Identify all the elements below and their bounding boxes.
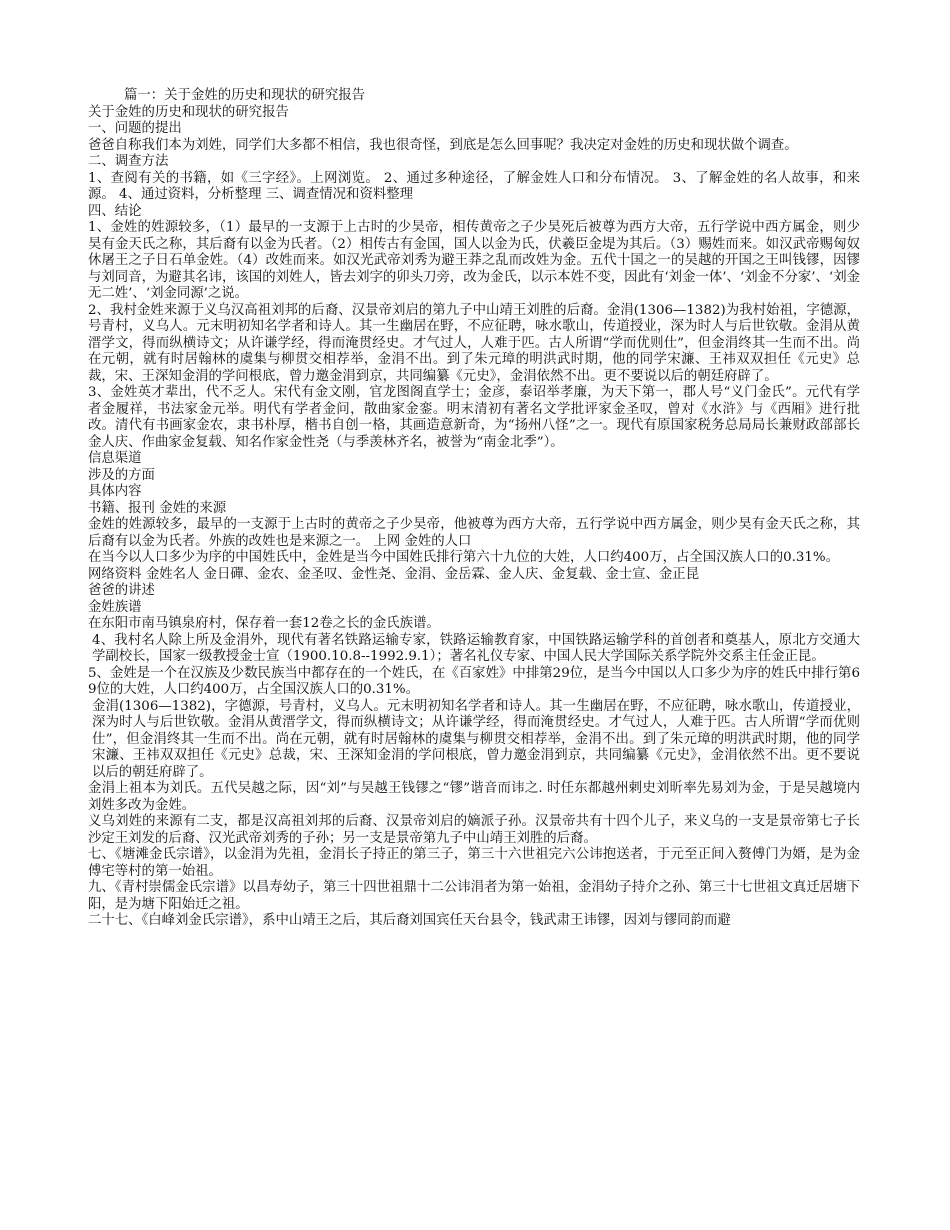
document-heading: 篇一：关于金姓的历史和现状的研究报告 [124,88,366,103]
paragraph: 3、金姓英才辈出，代不乏人。宋代有金文刚，官龙图阁直学士；金彦，泰诏举孝廉，为天下第一，郡人号“义门金氏”。元代有学者金履祥，书法家金元举。明代有学者金问，散曲家金銮。明末清初有著名文学批评家金圣叹，曾对《水浒》与《西厢》进行批改。清代有书画家金农，隶书朴厚，楷书自创一格，其画造意新奇，为“扬州八怪”之一。现代有原国家税务总局局长兼财政部部长金人庆、作曲家金复载、知名作家金性尧（与季羡林齐名，被誉为“南金北季”）。 [88,385,860,450]
paragraph: 网络资料 金姓名人 金日磾、金农、金圣叹、金性尧、金涓、金岳霖、金人庆、金复载、金士宣、金正昆 [88,566,700,582]
paragraph: 5、金姓是一个在汉族及少数民族当中都存在的一个姓氏，在《百家姓》中排第29位，是当今中国以人口多少为序的姓氏中排行第69位的大姓，人口约400万，占全国汉族人口的0.31%。 [88,665,860,697]
section-heading: 一、问题的提出 [88,121,182,136]
document-page [88,88,860,930]
table-cell-text: 爸爸的讲述 [88,583,155,598]
paragraph: 4、我村名人除上所及金涓外，现代有著名铁路运输专家，铁路运输教育家，中国铁路运输学科的首创者和奠基人，原北方交通大学副校长，国家一级教授金士宣（1900.10.8--1992.9.1）；著名礼仪专家、中国人民大学国际关系学院外交系主任金正昆。 [92,632,860,664]
paragraph: 1、金姓的姓源较多，（1）最早的一支源于上古时的少昊帝，相传黄帝之子少昊死后被尊为西方大帝，五行学说中西方属金，则少昊有金天氏之称，其后裔有以金为氏者。（2）相传古有金国，国人以金为氏，伏羲臣金堤为其后。（3）赐姓而来。如汉武帝赐匈奴休屠王之子日石单金姓。（4）改姓而来。如汉光武帝刘秀为避王莽之乱而改姓为金。五代十国之一的吴越的开国之王叫钱镠，因镠与刘同音，为避其名讳，该国的刘姓人，皆去刘字的卯头刀旁，改为金氏，以示本姓不变，因此有‘刘金一体’、‘刘金不分家’、‘刘金无二姓’、‘刘金同源’之说。 [88,220,860,301]
paragraph: 爸爸自称我们本为刘姓，同学们大多都不相信，我也很奇怪，到底是怎么回事呢？我决定对金姓的历史和现状做个调查。 [88,137,798,153]
paragraph: 在东阳市南马镇泉府村，保存着一套12卷之长的金氏族谱。 [88,616,440,631]
table-cell-text: 金姓族谱 [88,599,142,615]
table-cell-text: 信息渠道 [88,451,142,466]
paragraph: 九、《青村崇儒金氏宗谱》以昌寿幼子，第三十四世祖鼎十二公讳涓者为第一始祖，金涓幼子持介之孙、第三十七世祖文真迁居塘下阳，是为塘下阳始迁之祖。 [88,880,860,912]
table-cell-text: 书籍、报刊 金姓的来源 [88,500,227,516]
paragraph: 2、我村金姓来源于义乌汉高祖刘邦的后裔、汉景帝刘启的第九子中山靖王刘胜的后裔。金涓(1306—1382)为我村始祖，字德源，号青村，义乌人。元末明初知名学者和诗人。其一生幽居在野，不应征聘，咏水歌山，传道授业，深为时人与后世钦敬。金涓从黄溍学文，得而纵横诗文；从许谦学经，得而淹贯经史。才气过人，人难于匹。古人所谓“学而优则仕”，但金涓终其一生而不出。尚在元朝，就有时居翰林的虞集与柳贯交相荐举，金涓不出。到了朱元璋的明洪武时期，他的同学宋濂、王祎双双担任《元史》总裁，宋、王深知金涓的学问根底，曾力邀金涓到京，共同编纂《元史》，金涓依然不出。更不要说以后的朝廷府辟了。 [88,302,860,384]
paragraph: 义乌刘姓的来源有二支，都是汉高祖刘邦的后裔、汉景帝刘启的嫡派子孙。汉景帝共有十四个儿子，来义乌的一支是景帝第七子长沙定王刘发的后裔、汉光武帝刘秀的子孙；另一支是景帝第九子中山靖王刘胜的后裔。 [88,814,860,846]
section-heading: 四、结论 [88,203,142,219]
paragraph: 1、查阅有关的书籍，如《三字经》。上网浏览。 2、通过多种途径，了解金姓人口和分布情况。 3、了解金姓的名人故事，和来源。 4、通过资料，分析整理 三、调查情况和资料整理 [88,170,860,202]
report-title: 关于金姓的历史和现状的研究报告 [88,104,289,120]
paragraph: 在当今以人口多少为序的中国姓氏中，金姓是当今中国姓氏排行第六十九位的大姓，人口约400万，占全国汉族人口的0.31%。 [88,550,840,565]
paragraph: 金涓上祖本为刘氏。五代吴越之际，因“刘”与吴越王钱镠之“镠”谐音而讳之. 时任东都越州剌史刘昕率先易刘为金，于是吴越境内刘姓多改为金姓。 [88,781,860,813]
section-heading: 二、调查方法 [88,154,169,169]
table-cell-text: 涉及的方面 [88,467,155,483]
paragraph: 二十七、《白峰刘金氏宗谱》，系中山靖王之后，其后裔刘国宾任天台县令，钱武肃王讳镠，因刘与镠同韵而避 [88,913,731,928]
paragraph: 七、《塘滩金氏宗谱》，以金涓为先祖，金涓长子持正的第三子，第三十六世祖完六公讳抱送者，于元至正间入赘傅门为婿，是为金傅宅等村的第一始祖。 [88,847,860,879]
table-cell-text: 具体内容 [88,484,142,499]
paragraph: 金涓(1306—1382)，字德源，号青村，义乌人。元末明初知名学者和诗人。其一生幽居在野，不应征聘，咏水歌山，传道授业，深为时人与后世钦敬。金涓从黄溍学文，得而纵横诗文；从许谦学经，得而淹贯经史。才气过人，人难于匹。古人所谓“学而优则仕”，但金涓终其一生而不出。尚在元朝，就有时居翰林的虞集与柳贯交相荐举，金涓不出。到了朱元璋的明洪武时期，他的同学宋濂、王祎双双担任《元史》总裁，宋、王深知金涓的学问根底，曾力邀金涓到京，共同编纂《元史》，金涓依然不出。更不要说以后的朝廷府辟了。 [92,698,860,780]
paragraph: 金姓的姓源较多，最早的一支源于上古时的黄帝之子少昊帝，他被尊为西方大帝，五行学说中西方属金，则少昊有金天氏之称，其后裔有以金为氏者。外族的改姓也是来源之一。 上网 金姓的人口 [88,517,860,549]
